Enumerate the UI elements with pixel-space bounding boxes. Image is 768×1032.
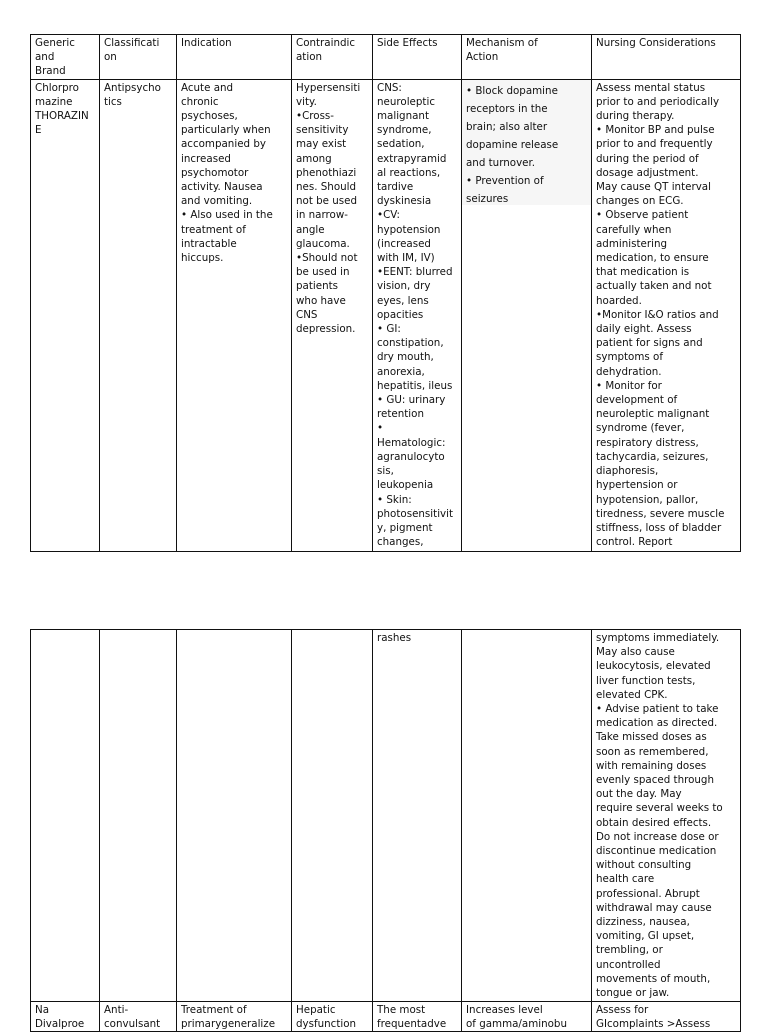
cell-indication-empty [177, 630, 292, 1002]
cell-classification: Antipsycho tics [100, 79, 177, 551]
cell-generic-brand: Na Divalproe [31, 1002, 100, 1032]
cell-nursing-cont: symptoms immediately. May also cause leukocytosis, elevated liver function tests, elevated CPK. • Advise patient to take medication as directed. Take missed doses as soon as remembered, with remaining doses evenly spaced through out the day. May require several weeks to obtain desired effects. Do not increase dose or discontinue medication without consulting health care professional. Abrupt withdrawal may cause dizziness, nausea, vomiting, GI upset, trembling, or uncontrolled movements of mouth, tongue or jaw. [592, 630, 741, 1002]
cell-nursing: Assess mental status prior to and periodically during therapy. • Monitor BP and pulse prior to and frequently during the period of dosage adjustment. May cause QT interval changes on ECG. • Observe patient carefully when administering medication, to ensure that medication is actually taken and not hoarded. •Monitor I&O ratios and daily eight. Assess patient for signs and symptoms of dehydration. • Monitor for development of neuroleptic malignant syndrome (fever, respiratory distress, tachycardia, seizures, diaphoresis, hypertension or hypotension, pallor, tiredness, severe muscle stiffness, loss of bladder control. Report [592, 79, 741, 551]
header-classification: Classificati on [100, 35, 177, 80]
drug-table-page-2 [30, 629, 741, 1032]
header-row [31, 35, 741, 80]
cell-indication: Treatment of primarygeneralize [177, 1002, 292, 1032]
cell-mechanism-empty [462, 630, 592, 1002]
cell-nursing: Assess for GIcomplaints >Assess [592, 1002, 741, 1032]
header-nursing: Nursing Considerations [592, 35, 741, 80]
header-mechanism: Mechanism of Action [462, 35, 592, 80]
table-row-continuation [31, 630, 741, 1002]
cell-generic-brand: Chlorpro mazine THORAZIN E [31, 79, 100, 551]
cell-side-effects: The most frequentadve [373, 1002, 462, 1032]
table-row [31, 79, 741, 551]
cell-contraindication: Hepatic dysfunction [292, 1002, 373, 1032]
drug-table-page-1 [30, 34, 741, 552]
cell-indication: Acute and chronic psychoses, particularly when accompanied by increased psychomotor activity. Nausea and vomiting. • Also used in the treatment of intractable hiccups. [177, 79, 292, 551]
mechanism-text: • Block dopamine receptors in the brain; also alter dopamine release and turnover. • Prevention of seizures [466, 84, 559, 205]
cell-classification: Anti- convulsant [100, 1002, 177, 1032]
cell-side-effects: CNS: neuroleptic malignant syndrome, sedation, extrapyramid al reactions, tardive dyskinesia •CV: hypotension (increased with IM, IV) •EENT: blurred vision, dry eyes, lens opacities • GI: constipation, dry mouth, anorexia, hepatitis, ileus • GU: urinary retention • Hematologic: agranulocyto sis, leukopenia • Skin: photosensitivit y, pigment changes, [373, 79, 462, 551]
header-indication: Indication [177, 35, 292, 80]
cell-generic-brand-empty [31, 630, 100, 1002]
cell-mechanism: Increases level of gamma/aminobu [462, 1002, 592, 1032]
cell-contraindication: Hypersensiti vity. •Cross- sensitivity may exist among phenothiazi nes. Should not be used in narrow- angle glaucoma. •Should not be used in patients who have CNS depression. [292, 79, 373, 551]
header-generic-brand: Generic and Brand [31, 35, 100, 80]
cell-mechanism [462, 79, 592, 551]
cell-classification-empty [100, 630, 177, 1002]
page-break [0, 552, 768, 628]
cell-side-effects-cont: rashes [373, 630, 462, 1002]
header-side-effects: Side Effects [373, 35, 462, 80]
header-contraindication: Contraindic ation [292, 35, 373, 80]
cell-contraindication-empty [292, 630, 373, 1002]
table-row [31, 1002, 741, 1032]
